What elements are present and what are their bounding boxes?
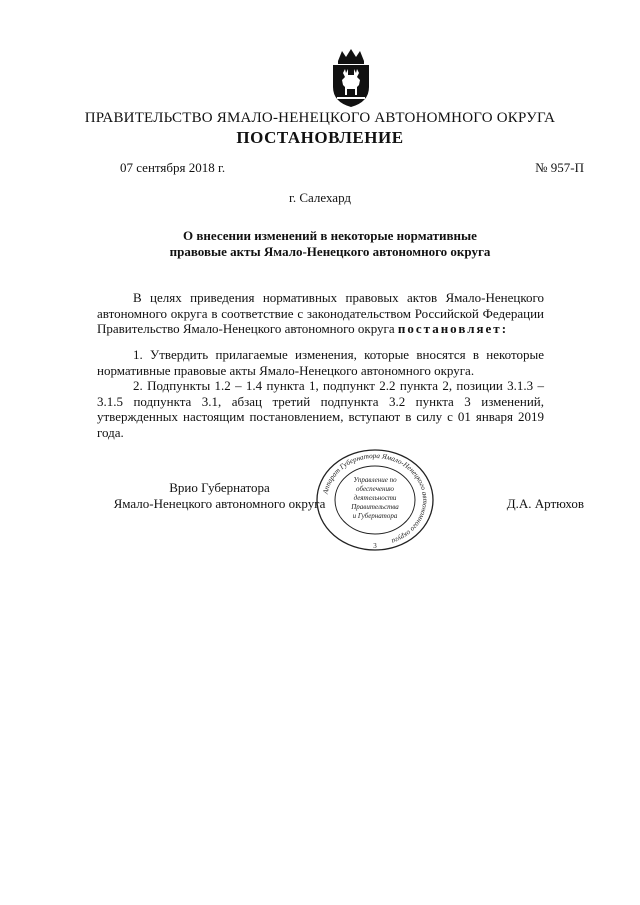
stamp-line-2: обеспечению xyxy=(356,485,394,493)
stamp-line-1: Управление по xyxy=(353,476,397,484)
organization-name: ПРАВИТЕЛЬСТВО ЯМАЛО-НЕНЕЦКОГО АВТОНОМНОГО ОКРУГА xyxy=(84,110,556,126)
stamp-line-5: и Губернатора xyxy=(352,512,398,520)
intro-paragraph xyxy=(97,290,544,337)
document-type: ПОСТАНОВЛЕНИЕ xyxy=(236,128,404,147)
stamp-line-4: Правительства xyxy=(351,503,399,511)
official-stamp xyxy=(314,448,436,552)
intro-text: В целях приведения нормативных правовых актов Ямало-Ненецкого автономного округа в соответствие с законодательством Российской Федерации Правительство Ямало-Ненецкого автономного округа xyxy=(97,290,544,336)
signatory-title-line-2: Ямало-Ненецкого автономного округа xyxy=(113,496,326,511)
stamp-line-3: деятельности xyxy=(353,494,397,502)
signatory-title xyxy=(97,480,342,512)
subject-line-1: О внесении изменений в некоторые нормативные xyxy=(183,228,477,243)
signatory-title-line-1: Врио Губернатора xyxy=(169,480,270,495)
document-number: № 957-П xyxy=(535,160,584,175)
item-1-paragraph: 1. Утвердить прилагаемые изменения, которые вносятся в некоторые нормативные правовые акты Ямало-Ненецкого автономного округа. xyxy=(97,347,544,378)
coat-of-arms-icon xyxy=(328,47,374,109)
item-2-paragraph: 2. Подпункты 1.2 – 1.4 пункта 1, подпункт 2.2 пункта 2, позиции 3.1.3 – 3.1.5 подпункта 3.1, абзац третий подпункта 3.2 пункта 3 изменений, утвержденных настоящим постановлением, вступают в силу с 01 января 2019 года. xyxy=(97,378,544,440)
document-subject xyxy=(140,228,520,260)
stamp-outer-text: Аппарат Губернатора Ямало-Ненецкого автономного округа xyxy=(321,451,430,546)
stamp-number: 3 xyxy=(373,542,377,550)
document-date: 07 сентября 2018 г. xyxy=(120,160,226,175)
signatory-name: Д.А. Артюхов xyxy=(506,496,584,511)
resolves-word: постановляет: xyxy=(397,321,509,336)
subject-line-2: правовые акты Ямало-Ненецкого автономного округа xyxy=(169,244,491,259)
document-city: г. Салехард xyxy=(288,190,352,205)
